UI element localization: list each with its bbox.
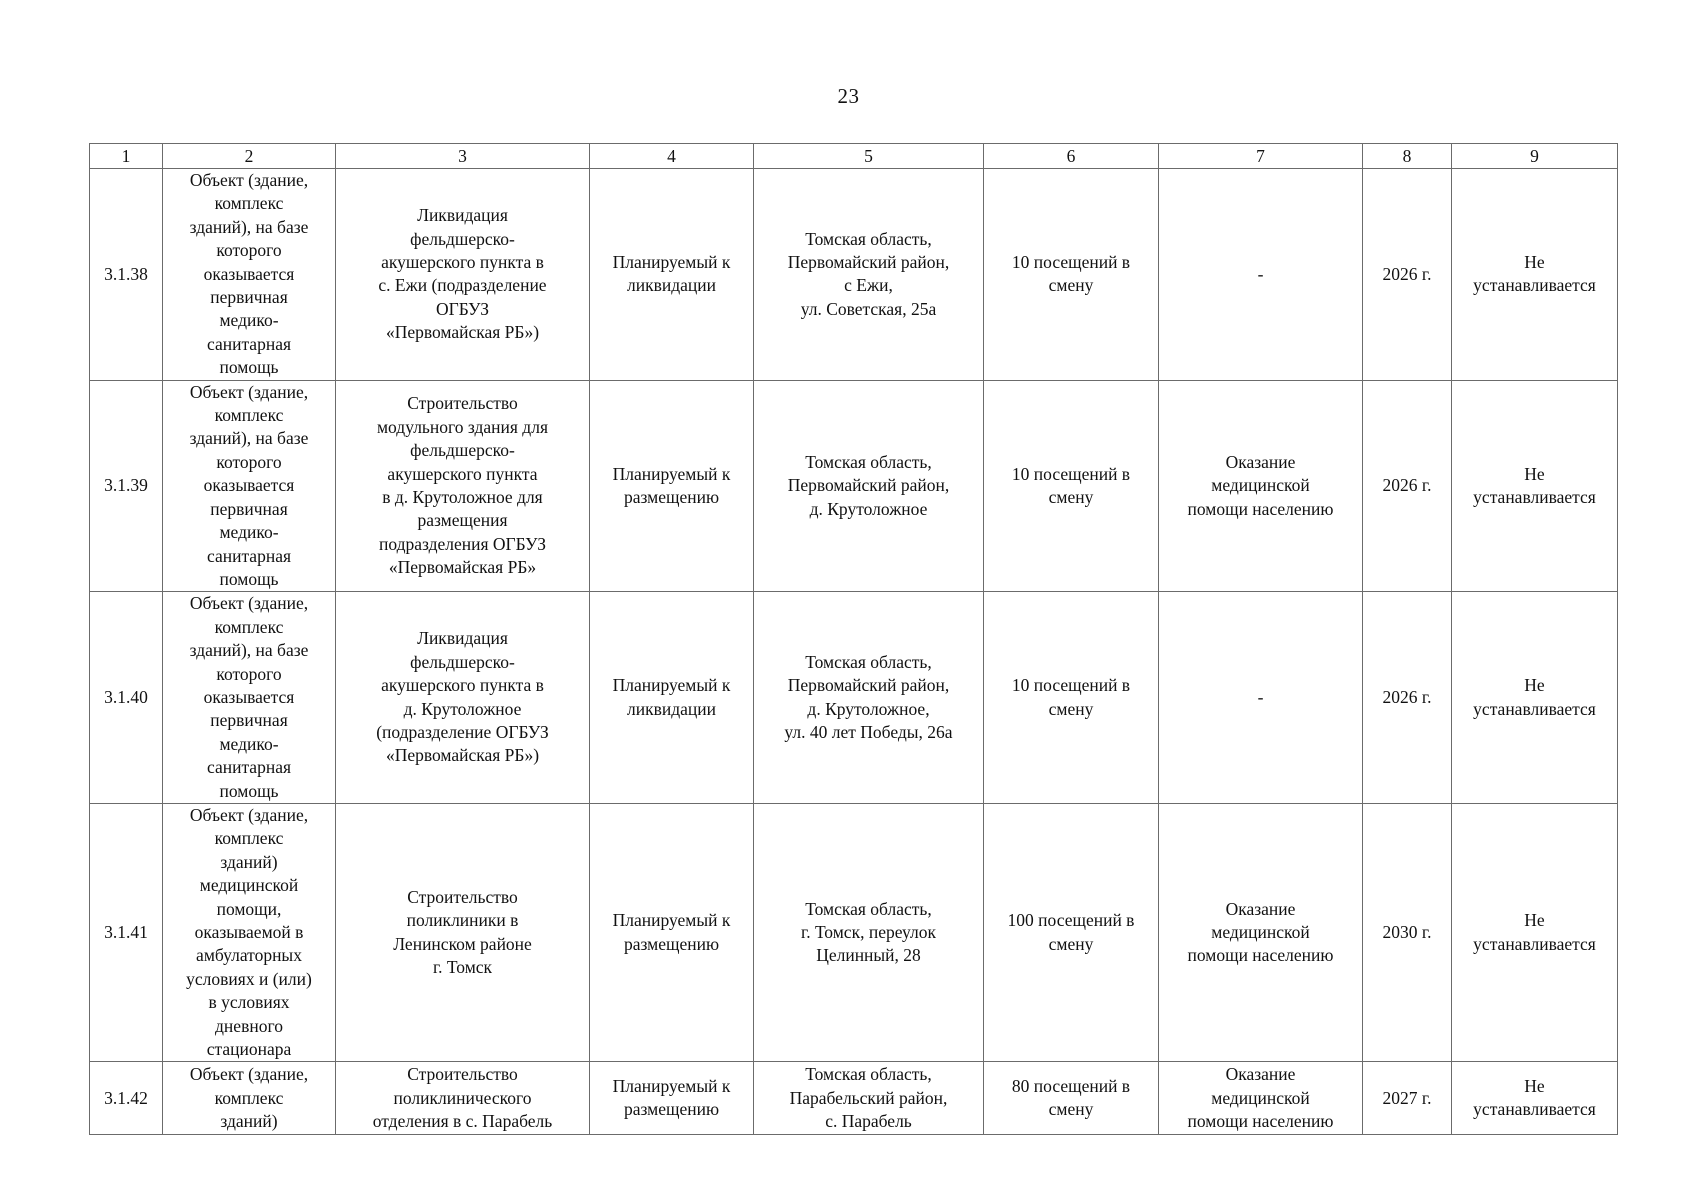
- object-type-cell: [163, 1062, 336, 1135]
- status-cell: Планируемый к размещению: [590, 803, 754, 1061]
- address-cell: Томская область, Первомайский район, с Ежи, ул. Советская, 25а: [754, 169, 984, 381]
- row-number: 3.1.39: [90, 380, 163, 592]
- action-cell: Строительство модульного здания для фельдшерско- акушерского пункта в д. Крутоложное для размещения подразделения ОГБУЗ «Первомайская РБ»: [336, 380, 590, 592]
- zone-cell: [1452, 1062, 1618, 1135]
- status-cell: Планируемый к размещению: [590, 380, 754, 592]
- action-cell: [336, 1062, 590, 1135]
- year-cell: 2030 г.: [1363, 803, 1452, 1061]
- address-cell: Томская область, Первомайский район, д. Крутоложное: [754, 380, 984, 592]
- purpose-cell: [1159, 1062, 1363, 1135]
- table-row: [90, 380, 1618, 592]
- capacity-text: 80 посещений в смену: [1011, 1076, 1131, 1120]
- address-cell: Томская область, Первомайский район, д. Крутоложное, ул. 40 лет Победы, 26а: [754, 592, 984, 804]
- column-header: 5: [754, 144, 984, 169]
- year-cell: 2026 г.: [1363, 169, 1452, 381]
- object-type-cell: Объект (здание, комплекс зданий), на базе которого оказывается первичная медико- санитарная помощь: [163, 592, 336, 804]
- zone-text: Не устанавливается: [1473, 1076, 1596, 1120]
- year-cell: 2026 г.: [1363, 380, 1452, 592]
- purpose-cell: Оказание медицинской помощи населению: [1159, 803, 1363, 1061]
- zone-cell: Не устанавливается: [1452, 803, 1618, 1061]
- header-row: [90, 144, 1618, 169]
- zone-cell: Не устанавливается: [1452, 592, 1618, 804]
- status-cell: Планируемый к ликвидации: [590, 169, 754, 381]
- object-type-cell: Объект (здание, комплекс зданий), на базе которого оказывается первичная медико- санитарная помощь: [163, 380, 336, 592]
- capacity-cell: 10 посещений в смену: [984, 169, 1159, 381]
- column-header: 6: [984, 144, 1159, 169]
- action-cell: Ликвидация фельдшерско- акушерского пункта в с. Ежи (подразделение ОГБУЗ «Первомайская РБ»): [336, 169, 590, 381]
- row-number: 3.1.40: [90, 592, 163, 804]
- row-number: 3.1.41: [90, 803, 163, 1061]
- column-header: 4: [590, 144, 754, 169]
- row-number: 3.1.38: [90, 169, 163, 381]
- object-type-text: Объект (здание, комплекс зданий): [189, 1064, 309, 1132]
- column-header: 1: [90, 144, 163, 169]
- capacity-cell: 10 посещений в смену: [984, 380, 1159, 592]
- year-text: 2027 г.: [1382, 1087, 1432, 1108]
- address-cell: [754, 1062, 984, 1135]
- action-cell: Ликвидация фельдшерско- акушерского пункта в д. Крутоложное (подразделение ОГБУЗ «Первомайская РБ»): [336, 592, 590, 804]
- year-cell: 2026 г.: [1363, 592, 1452, 804]
- address-text: Томская область, Парабельский район, с. Парабель: [789, 1064, 948, 1132]
- row-number: [90, 1062, 163, 1135]
- zone-cell: Не устанавливается: [1452, 380, 1618, 592]
- purpose-text: Оказание медицинской помощи населению: [1187, 1064, 1334, 1132]
- table-row: [90, 803, 1618, 1061]
- address-cell: Томская область, г. Томск, переулок Целинный, 28: [754, 803, 984, 1061]
- column-header: 7: [1159, 144, 1363, 169]
- data-table: [89, 143, 1618, 1135]
- status-text: Планируемый к размещению: [612, 1076, 731, 1120]
- status-cell: Планируемый к ликвидации: [590, 592, 754, 804]
- capacity-cell: [984, 1062, 1159, 1135]
- purpose-cell: Оказание медицинской помощи населению: [1159, 380, 1363, 592]
- object-type-cell: Объект (здание, комплекс зданий) медицинской помощи, оказываемой в амбулаторных условиях и (или) в условиях дневного стационара: [163, 803, 336, 1061]
- column-header: 2: [163, 144, 336, 169]
- purpose-cell: -: [1159, 592, 1363, 804]
- purpose-cell: -: [1159, 169, 1363, 381]
- page-number: 23: [837, 84, 860, 108]
- zone-cell: Не устанавливается: [1452, 169, 1618, 381]
- column-header: 9: [1452, 144, 1618, 169]
- table-row: [90, 169, 1618, 381]
- year-cell: [1363, 1062, 1452, 1135]
- row-number-text: 3.1.42: [104, 1087, 148, 1108]
- column-header: 8: [1363, 144, 1452, 169]
- capacity-cell: 10 посещений в смену: [984, 592, 1159, 804]
- table-row: [90, 1062, 1618, 1135]
- table-row: [90, 592, 1618, 804]
- action-cell: Строительство поликлиники в Ленинском районе г. Томск: [336, 803, 590, 1061]
- column-header: 3: [336, 144, 590, 169]
- object-type-cell: Объект (здание, комплекс зданий), на базе которого оказывается первичная медико- санитарная помощь: [163, 169, 336, 381]
- status-cell: [590, 1062, 754, 1135]
- capacity-cell: 100 посещений в смену: [984, 803, 1159, 1061]
- action-text: Строительство поликлинического отделения в с. Парабель: [372, 1064, 553, 1132]
